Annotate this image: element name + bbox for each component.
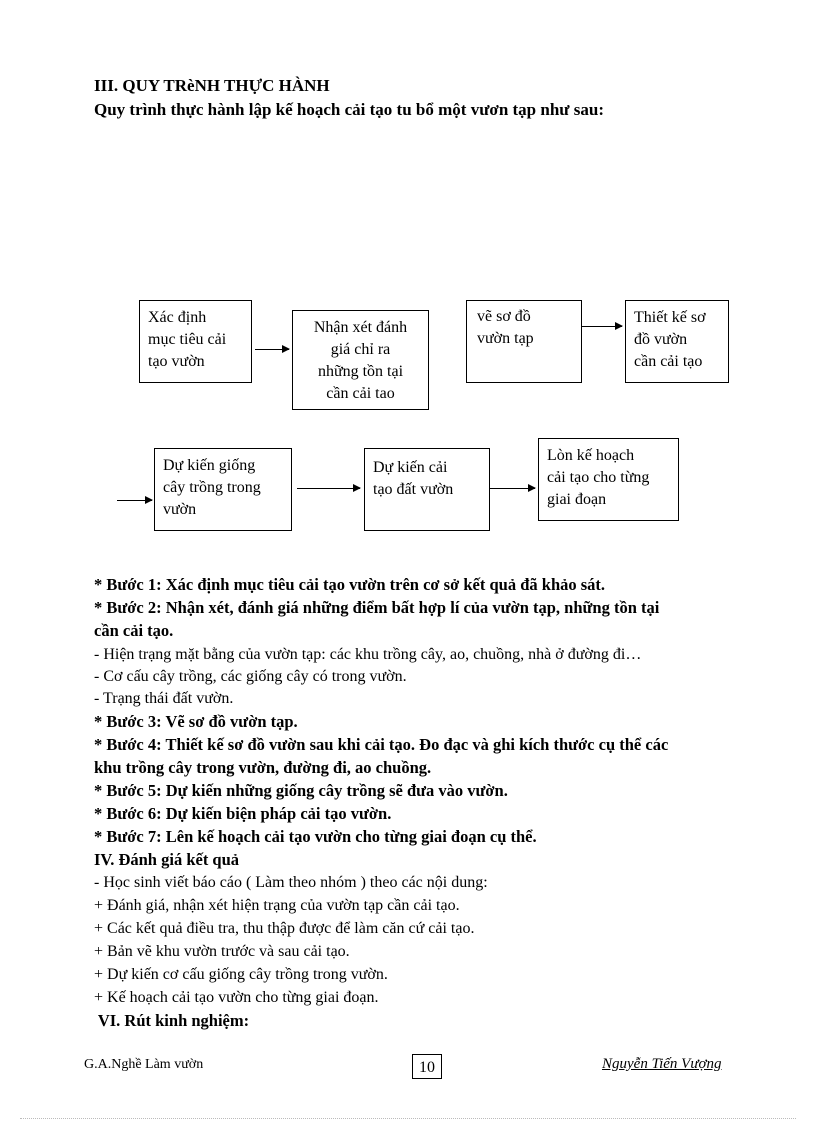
flow-box-line: giá chỉ ra bbox=[330, 341, 391, 358]
flow-box-line: cây trồng trong bbox=[163, 479, 261, 496]
flow-box-line: vườn bbox=[163, 501, 197, 518]
footer-left: G.A.Nghề Làm vườn bbox=[84, 1057, 204, 1072]
flow-box-line: Lòn kế hoạch bbox=[547, 447, 635, 464]
page-number: 10 bbox=[412, 1054, 442, 1079]
page-bottom-divider bbox=[20, 1118, 796, 1119]
flow-box-line: những tồn tại bbox=[317, 363, 404, 380]
flow-box-line: vườn tạp bbox=[477, 330, 534, 347]
flow-box-line: đồ vườn bbox=[634, 331, 688, 348]
flow-box-step1 bbox=[139, 300, 252, 383]
step-1: * Bước 1: Xác định mục tiêu cải tạo vườn trên cơ sở kết quả đã khảo sát. bbox=[94, 575, 606, 594]
section-4-heading: IV. Đánh giá kết quả bbox=[94, 850, 240, 869]
flow-box-step6 bbox=[364, 448, 490, 531]
flow-box-step7 bbox=[538, 438, 679, 521]
section-heading: III. QUY TRèNH THỰC HÀNH bbox=[94, 76, 330, 95]
flow-arrow bbox=[582, 326, 622, 327]
step-2-cont: cần cải tạo. bbox=[94, 621, 174, 640]
detail-1: - Hiện trạng mặt bằng của vườn tạp: các khu trồng cây, ao, chuồng, nhà ở đường đi… bbox=[94, 646, 642, 663]
flow-arrow bbox=[255, 349, 289, 350]
flow-box-step2 bbox=[292, 310, 429, 410]
flow-box-line: Nhận xét đánh bbox=[313, 319, 408, 336]
eval-item-3: + Bản vẽ khu vườn trước và sau cải tạo. bbox=[94, 943, 350, 960]
flow-box-line: Thiết kế sơ bbox=[634, 309, 706, 326]
detail-2: - Cơ cấu cây trồng, các giống cây có trong vườn. bbox=[94, 668, 407, 685]
flow-arrow bbox=[490, 488, 535, 489]
eval-intro: - Học sinh viết báo cáo ( Làm theo nhóm ) theo các nội dung: bbox=[94, 874, 488, 891]
flow-box-line: Dự kiến giống bbox=[163, 457, 256, 474]
step-2: * Bước 2: Nhận xét, đánh giá những điểm bất hợp lí của vườn tạp, những tồn tại bbox=[94, 598, 660, 617]
flow-arrow bbox=[297, 488, 360, 489]
flow-box-line: Xác định bbox=[148, 309, 207, 326]
flow-box-step4 bbox=[625, 300, 729, 383]
step-7: * Bước 7: Lên kế hoạch cải tạo vườn cho từng giai đoạn cụ thể. bbox=[94, 827, 537, 846]
flow-box-line: tạo đất vườn bbox=[373, 481, 454, 498]
flow-box-line: cải tạo cho từng bbox=[547, 469, 650, 486]
flow-arrow bbox=[117, 500, 152, 501]
section-subtitle: Quy trình thực hành lập kế hoạch cải tạo tu bổ một vươn tạp như sau: bbox=[94, 100, 604, 119]
step-6: * Bước 6: Dự kiến biện pháp cải tạo vườn. bbox=[94, 804, 392, 823]
flow-box-line: mục tiêu cải bbox=[148, 331, 227, 348]
footer-author: Nguyễn Tiến Vượng bbox=[602, 1056, 722, 1072]
flow-box-line: giai đoạn bbox=[547, 491, 607, 508]
eval-item-1: + Đánh giá, nhận xét hiện trạng của vườn tạp cần cải tạo. bbox=[94, 897, 460, 914]
step-4-cont: khu trồng cây trong vườn, đường đi, ao chuồng. bbox=[94, 758, 432, 777]
flow-box-line: Dự kiến cải bbox=[373, 459, 448, 476]
eval-item-2: + Các kết quả điều tra, thu thập được để làm căn cứ cải tạo. bbox=[94, 920, 475, 937]
eval-item-5: + Kế hoạch cải tạo vườn cho từng giai đoạn. bbox=[94, 989, 379, 1006]
eval-item-4: + Dự kiến cơ cấu giống cây trồng trong vườn. bbox=[94, 966, 388, 983]
detail-3: - Trạng thái đất vườn. bbox=[94, 690, 234, 707]
section-6-heading: VI. Rút kinh nghiệm: bbox=[94, 1011, 250, 1030]
flow-box-line: vẽ sơ đồ bbox=[477, 308, 531, 325]
flow-box-line: cần cải tạo bbox=[634, 353, 703, 370]
flow-box-line: tạo vườn bbox=[148, 353, 205, 370]
step-5: * Bước 5: Dự kiến những giống cây trồng sẽ đưa vào vườn. bbox=[94, 781, 508, 800]
flow-box-line: cần cải tao bbox=[326, 385, 395, 402]
flow-box-step5 bbox=[154, 448, 292, 531]
flow-box-step3 bbox=[466, 300, 582, 383]
step-4: * Bước 4: Thiết kế sơ đồ vườn sau khi cải tạo. Đo đạc và ghi kích thước cụ thể các bbox=[94, 735, 669, 754]
step-3: * Bước 3: Vẽ sơ đồ vườn tạp. bbox=[94, 712, 298, 731]
